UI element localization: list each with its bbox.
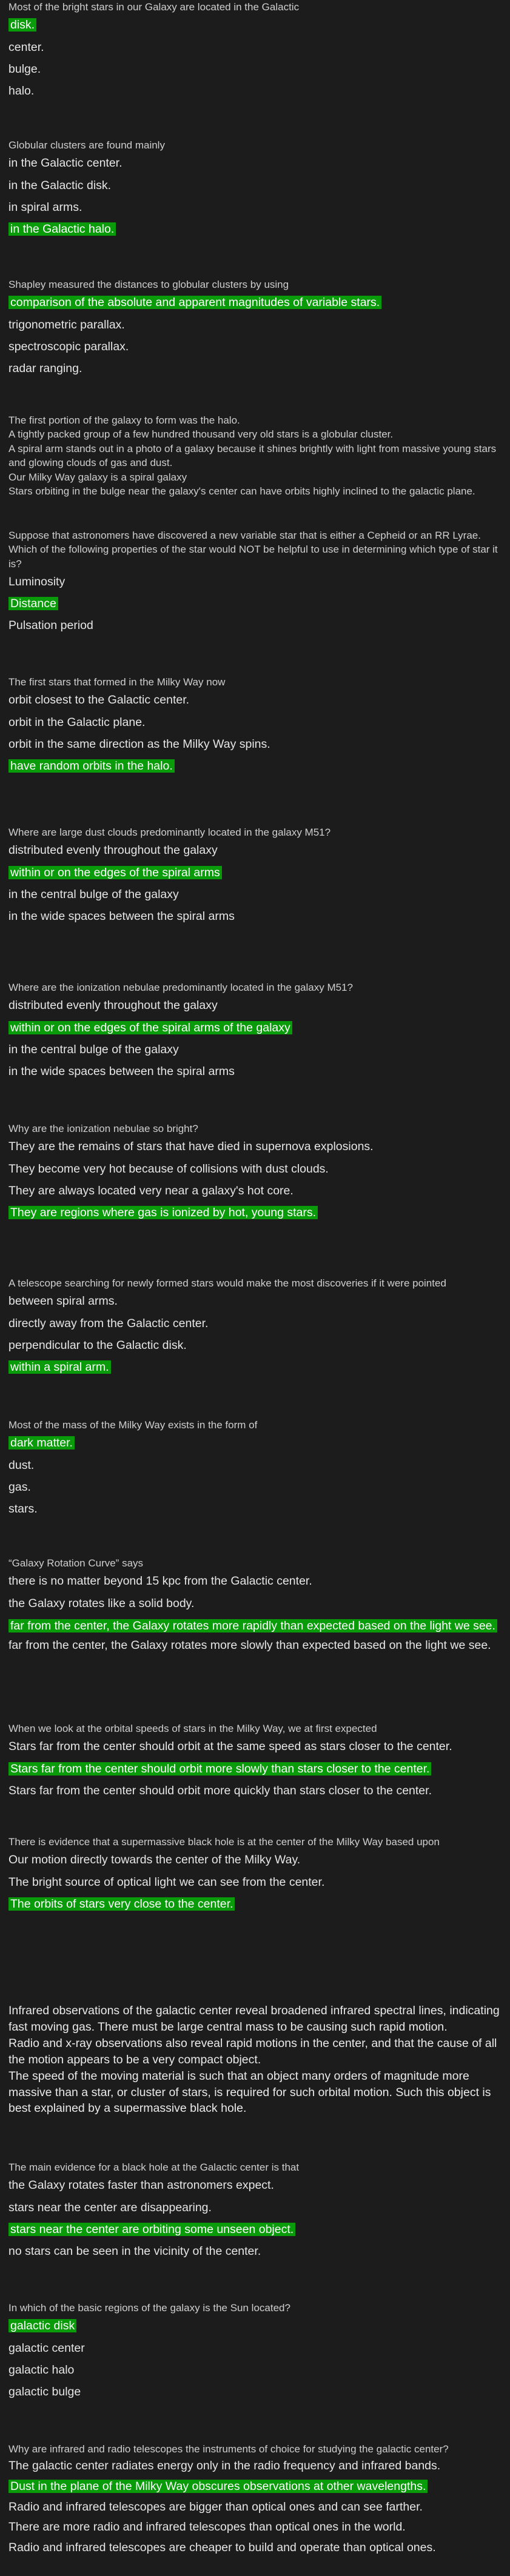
correct-answer-highlight: within or on the edges of the spiral arms — [8, 866, 222, 879]
question-block — [8, 1122, 505, 1223]
correct-answer-highlight: within or on the edges of the spiral arms of the galaxy — [8, 1021, 292, 1034]
answer-option[interactable]: halo. — [8, 84, 35, 98]
question-text: In which of the basic regions of the galaxy is the Sun located? — [8, 2302, 290, 2314]
answer-option[interactable]: orbit in the Galactic plane. — [8, 715, 146, 729]
answer-option[interactable] — [8, 1202, 505, 1223]
question-block — [8, 1556, 505, 1654]
answer-option[interactable] — [8, 291, 505, 313]
answer-option[interactable]: galactic center — [8, 2341, 85, 2355]
question-text: Suppose that astronomers have discovered a new variable star that is either a Cepheid or an RR Lyrae. Which of the following properties of the star would NOT be helpful to use in determining which type of star it is? — [8, 530, 498, 570]
answer-option[interactable]: in the central bulge of the galaxy — [8, 1042, 179, 1056]
answer-option[interactable]: in the Galactic disk. — [8, 178, 112, 192]
answer-option[interactable]: trigonometric parallax. — [8, 318, 125, 331]
answer-option[interactable]: galactic bulge — [8, 2385, 81, 2398]
correct-answer-highlight: Stars far from the center should orbit more slowly than stars closer to the center. — [8, 1762, 431, 1776]
question-text: The first stars that formed in the Milky Way now — [8, 676, 226, 688]
answer-option[interactable]: gas. — [8, 1480, 31, 1494]
answer-option[interactable] — [8, 1618, 505, 1634]
correct-answer-highlight: galactic disk — [8, 2319, 76, 2332]
answer-option[interactable]: Stars far from the center should orbit more quickly than stars closer to the center. — [8, 1783, 432, 1797]
correct-answer-highlight: stars near the center are orbiting some unseen object. — [8, 2223, 295, 2236]
correct-answer-highlight: The orbits of stars very close to the center. — [8, 1897, 235, 1911]
question-block — [8, 675, 505, 777]
answer-option[interactable]: there is no matter beyond 15 kpc from the Galactic center. — [8, 1574, 312, 1588]
question-block — [8, 1276, 505, 1378]
answer-option[interactable]: in the central bulge of the galaxy — [8, 887, 179, 901]
answer-option[interactable] — [8, 1017, 505, 1039]
question-text: “Galaxy Rotation Curve” says — [8, 1557, 144, 1569]
answer-option[interactable]: They are always located very near a galaxy's hot core. — [8, 1183, 294, 1197]
question-block — [8, 1722, 505, 1802]
facts-block — [8, 413, 505, 499]
answer-option[interactable]: Luminosity — [8, 575, 65, 589]
question-text: Why are the ionization nebulae so bright? — [8, 1123, 198, 1134]
question-block — [8, 2442, 505, 2558]
explanation-line: The speed of the moving material is such that an object many orders of magnitude more massive than a star, or cluster of stars, is required for such orbital motion. Such this object is best explained by a supermassive black hole. — [8, 2069, 491, 2115]
explanation-line: Infrared observations of the galactic center reveal broadened infrared spectral lines, indicating fast moving gas. There must be large central mass to be causing such rapid motion. — [8, 2004, 500, 2034]
answer-option[interactable]: They become very hot because of collisions with dust clouds. — [8, 1162, 329, 1176]
fact-line: A tightly packed group of a few hundred thousand very old stars is a globular cluster. — [8, 428, 394, 441]
answer-option[interactable]: spectroscopic parallax. — [8, 339, 129, 353]
question-block — [8, 980, 505, 1082]
answer-option[interactable] — [8, 1758, 505, 1780]
question-block — [8, 1418, 505, 1520]
correct-answer-highlight: within a spiral arm. — [8, 1360, 111, 1374]
fact-line: Stars orbiting in the bulge near the galaxy's center can have orbits highly inclined to the galactic plane. — [8, 485, 475, 498]
answer-option[interactable] — [8, 2477, 505, 2497]
question-block — [8, 278, 505, 379]
question-block — [8, 2301, 505, 2403]
answer-option[interactable]: center. — [8, 40, 44, 54]
answer-option[interactable]: stars. — [8, 1502, 38, 1516]
correct-answer-highlight: Distance — [8, 597, 58, 610]
question-text: Globular clusters are found mainly — [8, 139, 165, 151]
question-text: A telescope searching for newly formed stars would make the most discoveries if it were pointed — [8, 1277, 446, 1289]
fact-line: Our Milky Way galaxy is a spiral galaxy — [8, 471, 187, 483]
correct-answer-highlight: have random orbits in the halo. — [8, 759, 175, 773]
question-block — [8, 138, 505, 240]
correct-answer-highlight: disk. — [8, 18, 36, 32]
answer-option[interactable]: distributed evenly throughout the galaxy — [8, 999, 218, 1013]
question-block — [8, 825, 505, 927]
question-block — [8, 528, 505, 637]
question-block — [8, 0, 505, 102]
answer-option[interactable]: dust. — [8, 1458, 35, 1472]
question-text: Why are infrared and radio telescopes the instruments of choice for studying the galactic center? — [8, 2443, 449, 2455]
answer-option[interactable]: in spiral arms. — [8, 200, 82, 214]
correct-answer-highlight: Dust in the plane of the Milky Way obscures observations at other wavelengths. — [8, 2480, 428, 2493]
answer-option[interactable]: orbit in the same direction as the Milky Way spins. — [8, 737, 270, 751]
question-text: Where are large dust clouds predominantly located in the galaxy M51? — [8, 827, 331, 838]
answer-option[interactable] — [8, 14, 505, 36]
fact-line: The first portion of the galaxy to form was the halo. — [8, 414, 240, 426]
question-text: There is evidence that a supermassive black hole is at the center of the Milky Way based upon — [8, 1836, 440, 1848]
answer-option[interactable]: in the wide spaces between the spiral arms — [8, 1064, 235, 1078]
answer-option[interactable]: the Galaxy rotates like a solid body. — [8, 1596, 195, 1610]
question-block — [8, 1835, 505, 1915]
answer-option[interactable] — [8, 755, 505, 777]
answer-option[interactable]: directly away from the Galactic center. — [8, 1316, 209, 1330]
answer-option[interactable] — [8, 1893, 505, 1915]
correct-answer-highlight: in the Galactic halo. — [8, 222, 116, 236]
answer-option[interactable] — [8, 1356, 505, 1378]
question-text: Where are the ionization nebulae predominantly located in the galaxy M51? — [8, 982, 353, 993]
answer-option[interactable] — [8, 1432, 505, 1454]
fact-line: A spiral arm stands out in a photo of a galaxy because it shines brightly with light from massive young stars and glowing clouds of gas and dust. — [8, 442, 497, 469]
answer-option[interactable] — [8, 2218, 505, 2240]
answer-option[interactable]: no stars can be seen in the vicinity of the center. — [8, 2244, 261, 2258]
answer-option[interactable]: in the Galactic center. — [8, 156, 122, 170]
answer-option[interactable]: distributed evenly throughout the galaxy — [8, 844, 218, 857]
answer-option[interactable]: far from the center, the Galaxy rotates more slowly than expected based on the light we see. — [8, 1639, 491, 1652]
correct-answer-highlight: They are regions where gas is ionized by hot, young stars. — [8, 1206, 318, 1219]
question-text: The main evidence for a black hole at the Galactic center is that — [8, 2162, 300, 2173]
answer-option[interactable]: Radio and infrared telescopes are cheaper to build and operate than optical ones. — [8, 2540, 436, 2554]
question-text: Shapley measured the distances to globular clusters by using — [8, 279, 289, 290]
answer-option[interactable]: bulge. — [8, 62, 41, 76]
answer-option[interactable]: Stars far from the center should orbit at the same speed as stars closer to the center. — [8, 1740, 452, 1754]
answer-option[interactable]: The galactic center radiates energy only in the radio frequency and infrared bands. — [8, 2459, 441, 2473]
correct-answer-highlight: dark matter. — [8, 1436, 75, 1449]
explanation-line: Radio and x-ray observations also reveal rapid motions in the center, and that the cause of all the motion appears to be a very compact object. — [8, 2036, 497, 2066]
answer-option[interactable] — [8, 862, 505, 884]
answer-option[interactable]: galactic halo — [8, 2363, 75, 2377]
explanation-block — [8, 2003, 505, 2117]
answer-option[interactable]: in the wide spaces between the spiral arms — [8, 909, 235, 923]
answer-option[interactable]: The bright source of optical light we can see from the center. — [8, 1875, 325, 1889]
answer-option[interactable]: radar ranging. — [8, 361, 82, 375]
answer-option[interactable] — [8, 218, 505, 240]
answer-option[interactable]: stars near the center are disappearing. — [8, 2200, 212, 2214]
answer-option[interactable]: Radio and infrared telescopes are bigger than optical ones and can see farther. — [8, 2500, 423, 2514]
answer-option[interactable]: There are more radio and infrared telescopes than optical ones in the world. — [8, 2520, 406, 2534]
question-text: Most of the mass of the Milky Way exists in the form of — [8, 1419, 258, 1431]
question-text: Most of the bright stars in our Galaxy are located in the Galactic — [8, 1, 300, 13]
answer-option[interactable]: the Galaxy rotates faster than astronomers expect. — [8, 2178, 274, 2192]
answer-option[interactable]: perpendicular to the Galactic disk. — [8, 1338, 187, 1352]
answer-option[interactable]: between spiral arms. — [8, 1294, 118, 1308]
answer-option[interactable]: Pulsation period — [8, 619, 93, 633]
answer-option[interactable]: Our motion directly towards the center of the Milky Way. — [8, 1853, 301, 1867]
question-block — [8, 2160, 505, 2262]
answer-option[interactable] — [8, 593, 505, 614]
correct-answer-highlight: far from the center, the Galaxy rotates more rapidly than expected based on the light we see. — [8, 1619, 497, 1632]
correct-answer-highlight: comparison of the absolute and apparent magnitudes of variable stars. — [8, 296, 381, 309]
answer-option[interactable]: They are the remains of stars that have died in supernova explosions. — [8, 1140, 374, 1154]
question-text: When we look at the orbital speeds of stars in the Milky Way, we at first expected — [8, 1723, 377, 1734]
answer-option[interactable] — [8, 2315, 505, 2337]
answer-option[interactable]: orbit closest to the Galactic center. — [8, 693, 190, 707]
